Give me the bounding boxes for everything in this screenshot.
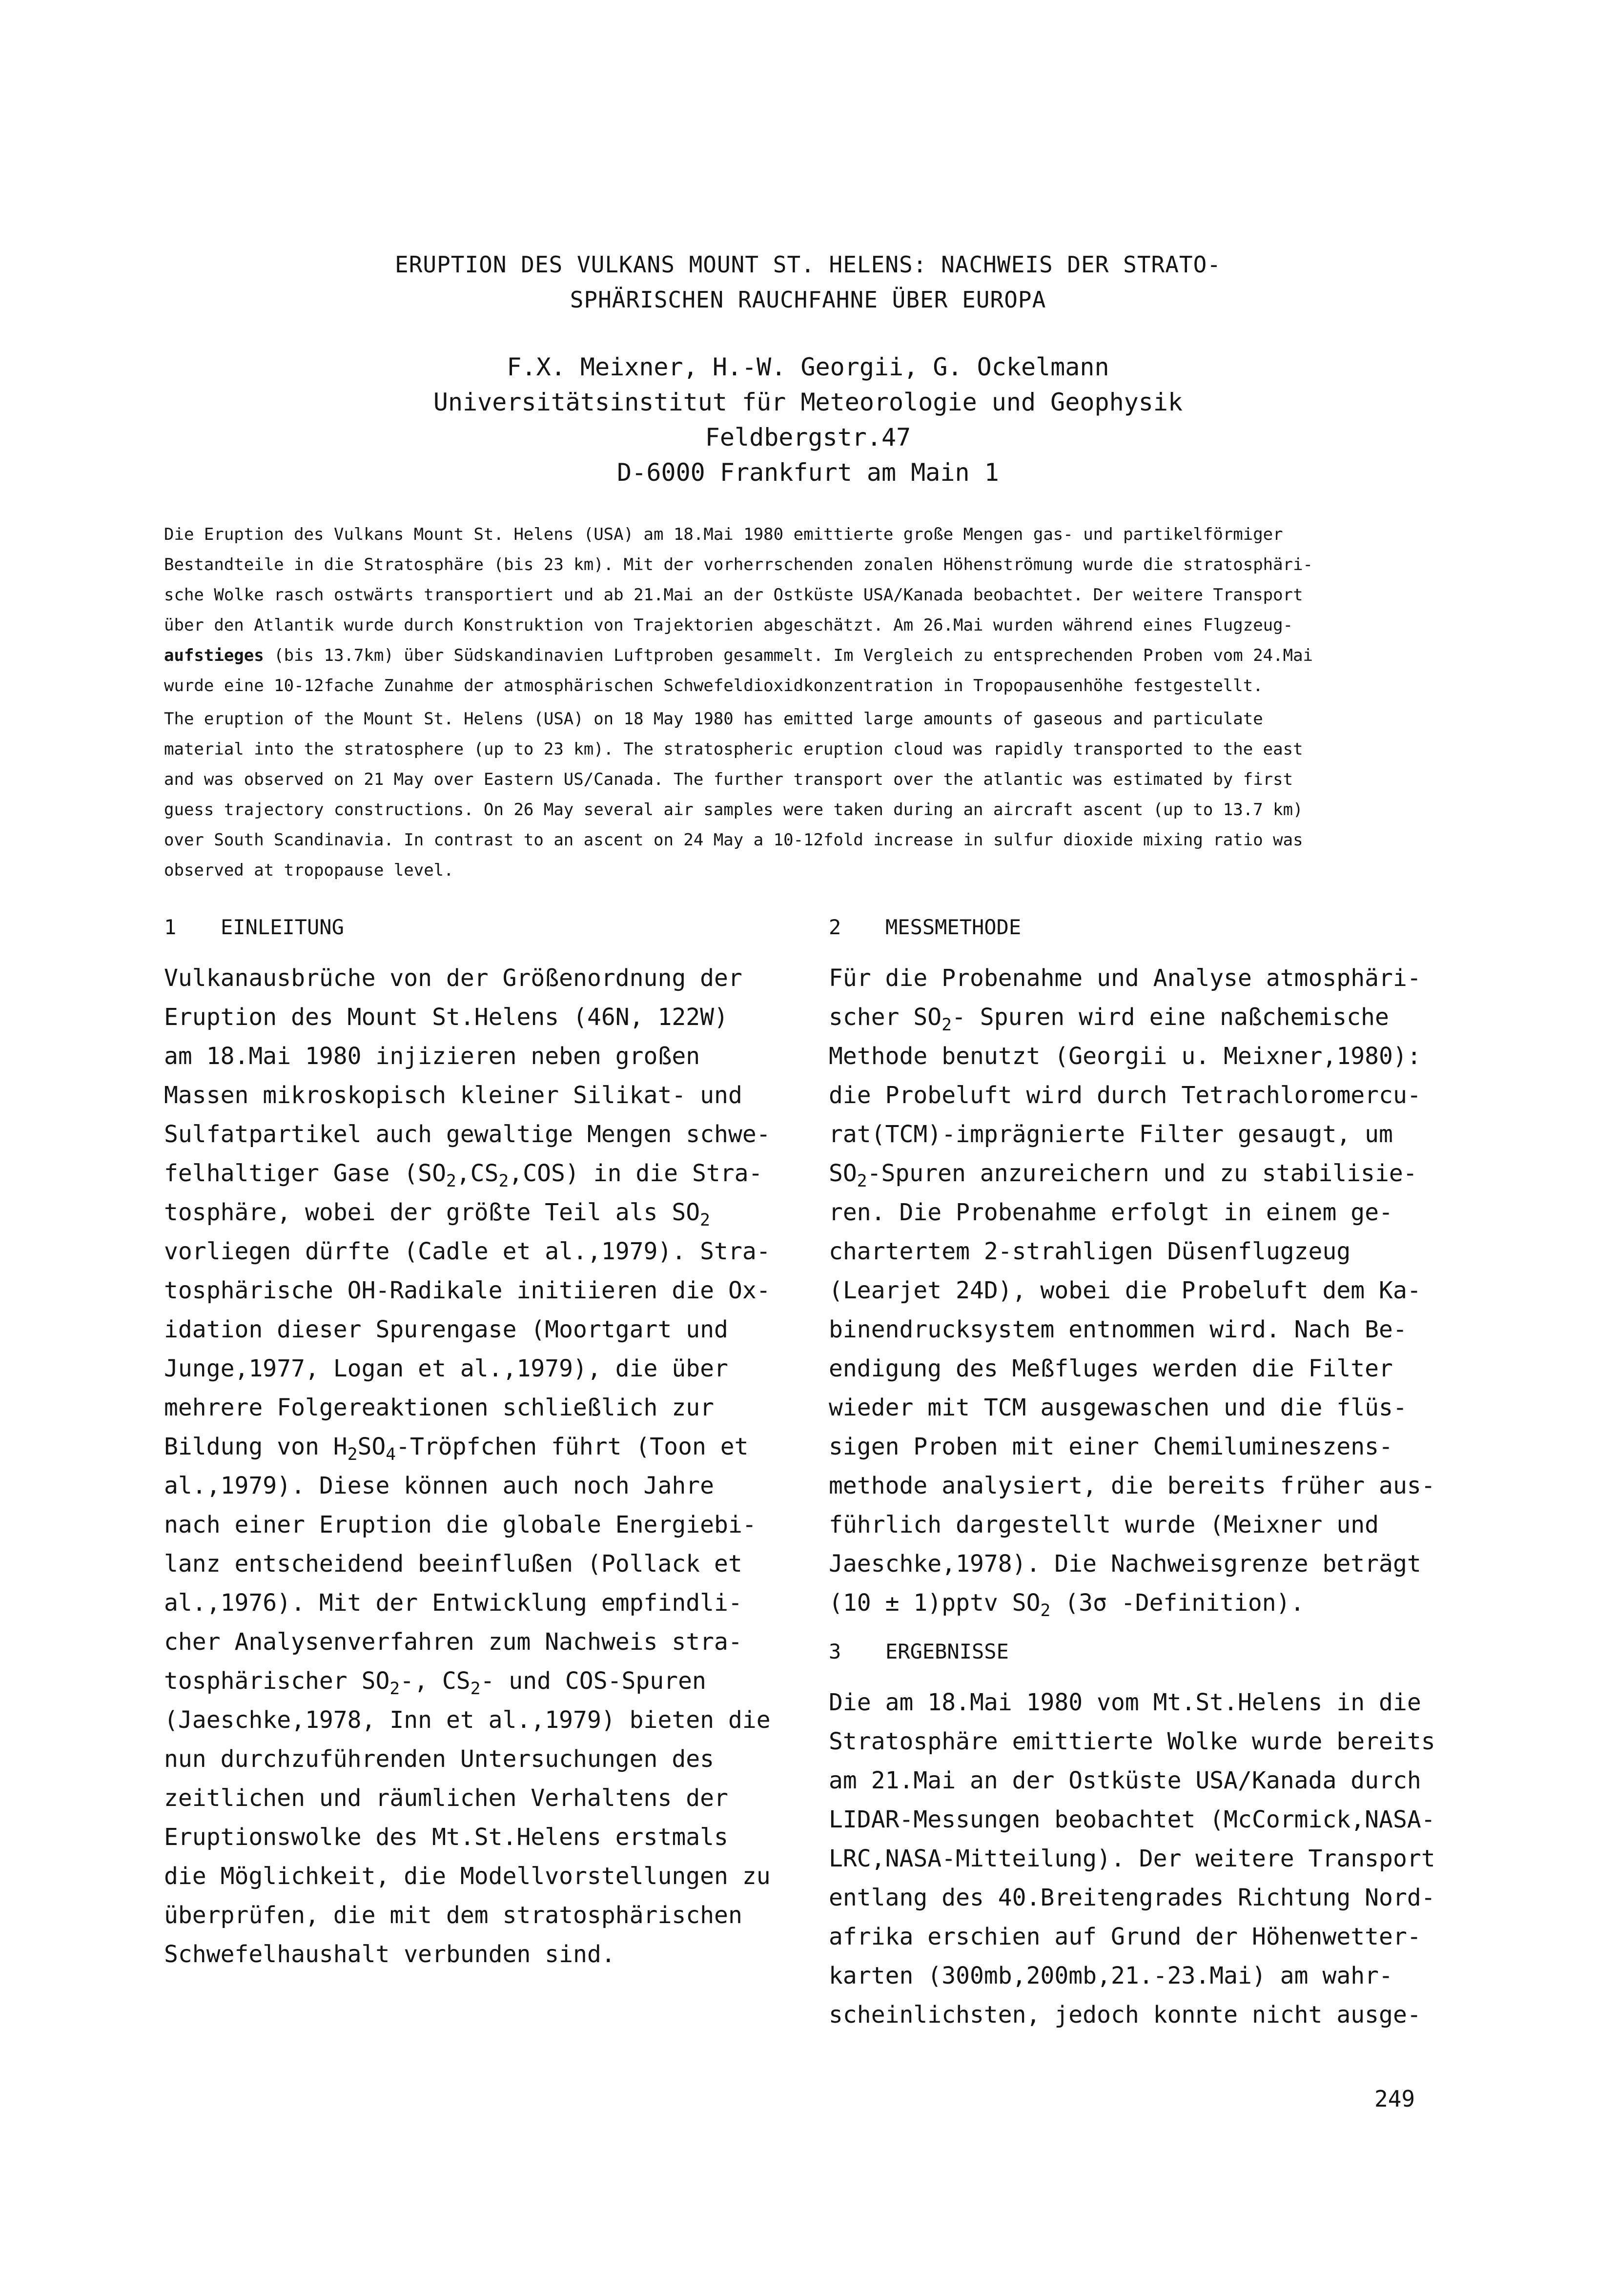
body-line [829, 1154, 1478, 1193]
subscript: 2 [941, 1015, 952, 1035]
body-line: methode analysiert, die bereits früher aus- [829, 1472, 1435, 1499]
abstract-line: über den Atlantik wurde durch Konstruktion von Trajektorien abgeschätzt. Am 26.Mai wurden während eines Flugzeug- [164, 615, 1293, 635]
body-line: nach einer Eruption die globale Energiebi- [164, 1511, 757, 1538]
subscript: 2 [347, 1445, 358, 1465]
text: -Tröpfchen führt (Toon et [396, 1433, 749, 1460]
body-line: Stratosphäre emittierte Wolke wurde bereits [829, 1728, 1435, 1755]
body-line: wieder mit TCM ausgewaschen und die flüs- [829, 1394, 1407, 1421]
subscript: 4 [386, 1445, 396, 1465]
body-line: scheinlichsten, jedoch konnte nicht ausge- [829, 2001, 1421, 2029]
text: (10 ± 1)pptv SO [829, 1589, 1041, 1617]
text: felhaltiger Gase (SO [164, 1160, 446, 1187]
body-line: die Möglichkeit, die Modellvorstellungen zu [164, 1863, 771, 1890]
section-heading-ergebnisse [829, 1634, 1478, 1669]
body-line [164, 1661, 813, 1701]
body-line: mehrere Folgereaktionen schließlich zur [164, 1394, 715, 1421]
body-line [164, 1193, 813, 1232]
body-line: Eruptionswolke des Mt.St.Helens erstmals [164, 1824, 728, 1851]
text: SO [829, 1160, 857, 1187]
body-line: karten (300mb,200mb,21.-23.Mai) am wahr- [829, 1962, 1393, 1989]
body-line: LIDAR-Messungen beobachtet (McCormick,NASA- [829, 1806, 1435, 1833]
body-line: Junge,1977, Logan et al.,1979), die über [164, 1355, 728, 1382]
abstract-english [164, 704, 1452, 885]
body-line: lanz entscheidend beeinflußen (Pollack et [164, 1550, 742, 1578]
section-title: EINLEITUNG [221, 915, 344, 939]
right-column [829, 910, 1478, 2034]
author-names: F.X. Meixner, H.-W. Georgii, G. Ockelmann [507, 353, 1109, 381]
body-line [829, 998, 1478, 1037]
body-line: Sulfatpartikel auch gewaltige Mengen schwe- [164, 1121, 771, 1148]
section-number: 1 [164, 915, 177, 939]
abstract-line: over South Scandinavia. In contrast to an ascent on 24 May a 10-12fold increase in sulfur dioxide mixing ratio was [164, 830, 1303, 850]
body-line: am 18.Mai 1980 injizieren neben großen [164, 1043, 700, 1070]
section-title: MESSMETHODE [885, 915, 1022, 939]
body-line: al.,1979). Diese können auch noch Jahre [164, 1472, 715, 1499]
text: - Spuren wird eine naßchemische [952, 1004, 1389, 1031]
text: (3σ -Definition). [1050, 1589, 1305, 1617]
text: - und COS-Spuren [480, 1667, 706, 1695]
subscript: 2 [446, 1171, 456, 1191]
section-title: ERGEBNISSE [885, 1640, 1009, 1663]
abstract-line: The eruption of the Mount St. Helens (USA) on 18 May 1980 has emitted large amounts of gaseous and particulate [164, 709, 1263, 729]
body-line [829, 1583, 1478, 1622]
abstract-line [164, 640, 1452, 671]
subscript: 2 [470, 1679, 481, 1699]
abstract-line: guess trajectory constructions. On 26 May several air samples were taken during an aircraft ascent (up to 13.7 km) [164, 800, 1303, 820]
section-gap [829, 1622, 1478, 1634]
body-line: Eruption des Mount St.Helens (46N, 122W) [164, 1004, 728, 1031]
subscript: 2 [389, 1679, 400, 1699]
section-heading-einleitung [164, 910, 813, 945]
section-heading-messmethode [829, 910, 1478, 945]
body-line: nun durchzuführenden Untersuchungen des [164, 1745, 715, 1773]
body-line: endigung des Meßfluges werden die Filter [829, 1355, 1393, 1382]
body-line: am 21.Mai an der Ostküste USA/Kanada durch [829, 1767, 1421, 1794]
abstract-line: observed at tropopause level. [164, 861, 454, 880]
body-line: rat(TCM)-imprägnierte Filter gesaugt, um [829, 1121, 1393, 1148]
body-line: Schwefelhaushalt verbunden sind. [164, 1941, 615, 1968]
author-street: Feldbergstr.47 [705, 423, 911, 451]
text: tosphäre, wobei der größte Teil als SO [164, 1199, 700, 1226]
abstract-line: Die Eruption des Vulkans Mount St. Helens (USA) am 18.Mai 1980 emittierte große Mengen gas- und partikelförmiger [164, 525, 1283, 544]
abstract-line: Bestandteile in die Stratosphäre (bis 23 km). Mit der vorherrschenden zonalen Höhenströmung wurde die stratosphäri- [164, 555, 1313, 574]
body-line: Jaeschke,1978). Die Nachweisgrenze beträgt [829, 1550, 1421, 1578]
body-line: tosphärische OH-Radikale initiieren die Ox- [164, 1277, 771, 1304]
body-line [164, 1427, 813, 1466]
text: SO [357, 1433, 386, 1460]
body-line: (Jaeschke,1978, Inn et al.,1979) bieten die [164, 1706, 771, 1734]
body-line: Massen mikroskopisch kleiner Silikat- und [164, 1082, 742, 1109]
abstract-line: wurde eine 10-12fache Zunahme der atmosphärischen Schwefeldioxidkonzentration in Tropopausenhöhe festgestellt. [164, 676, 1263, 696]
abstract-text: (bis 13.7km) über Südskandinavien Luftproben gesammelt. Im Vergleich zu entsprechenden Proben vom 24.Mai [264, 646, 1313, 665]
title-line: SPHÄRISCHEN RAUCHFAHNE ÜBER EUROPA [570, 287, 1046, 313]
body-line: die Probeluft wird durch Tetrachloromercu- [829, 1082, 1421, 1109]
body-line: zeitlichen und räumlichen Verhaltens der [164, 1784, 728, 1812]
text: Bildung von H [164, 1433, 348, 1460]
body-line: Die am 18.Mai 1980 vom Mt.St.Helens in die [829, 1689, 1421, 1716]
body-line: überprüfen, die mit dem stratosphärischen [164, 1902, 742, 1929]
title-line: ERUPTION DES VULKANS MOUNT ST. HELENS: NACHWEIS DER STRATO- [395, 251, 1221, 278]
body-line: al.,1976). Mit der Entwicklung empfindli- [164, 1589, 742, 1617]
body-line: entlang des 40.Breitengrades Richtung Nord- [829, 1884, 1435, 1911]
subscript: 2 [1040, 1601, 1051, 1621]
body-line: Vulkanausbrüche von der Größenordnung der [164, 964, 742, 992]
subscript: 2 [700, 1210, 710, 1230]
abstract-bold-word: aufstieges [164, 646, 264, 665]
body-line: cher Analysenverfahren zum Nachweis stra- [164, 1628, 742, 1656]
body-line: sigen Proben mit einer Chemilumineszens- [829, 1433, 1393, 1460]
section-number: 2 [829, 915, 841, 939]
section-number: 3 [829, 1640, 841, 1663]
body-line: idation dieser Spurengase (Moortgart und [164, 1316, 728, 1343]
abstract-line: sche Wolke rasch ostwärts transportiert und ab 21.Mai an der Ostküste USA/Kanada beobachtet. Der weitere Transport [164, 585, 1303, 605]
text: ,CS [456, 1160, 499, 1187]
body-line: (Learjet 24D), wobei die Probeluft dem Ka- [829, 1277, 1421, 1304]
text: ,COS) in die Stra- [509, 1160, 763, 1187]
paper-title [0, 247, 1616, 317]
left-column [164, 910, 813, 1974]
subscript: 2 [498, 1171, 509, 1191]
text: -, CS [400, 1667, 470, 1695]
abstract-line: and was observed on 21 May over Eastern US/Canada. The further transport over the atlantic was estimated by first [164, 770, 1293, 789]
body-line: Methode benutzt (Georgii u. Meixner,1980): [829, 1043, 1421, 1070]
abstract-line: material into the stratosphere (up to 23 km). The stratospheric eruption cloud was rapidly transported to the east [164, 739, 1303, 759]
body-line: binendrucksystem entnommen wird. Nach Be- [829, 1316, 1407, 1343]
body-line: afrika erschien auf Grund der Höhenwetter- [829, 1923, 1421, 1950]
body-line: ren. Die Probenahme erfolgt in einem ge- [829, 1199, 1393, 1226]
author-block [0, 349, 1616, 490]
body-line: LRC,NASA-Mitteilung). Der weitere Transport [829, 1845, 1435, 1872]
page-number: 249 [1374, 2086, 1415, 2112]
body-line: führlich dargestellt wurde (Meixner und [829, 1511, 1379, 1538]
text: -Spuren anzureichern und zu stabilisie- [867, 1160, 1417, 1187]
body-line [164, 1154, 813, 1193]
text: scher SO [829, 1004, 942, 1031]
subscript: 2 [857, 1171, 867, 1191]
body-line: vorliegen dürfte (Cadle et al.,1979). Stra- [164, 1238, 771, 1265]
body-line: chartertem 2-strahligen Düsenflugzeug [829, 1238, 1351, 1265]
abstract-german [164, 519, 1452, 701]
body-line: Für die Probenahme und Analyse atmosphäri- [829, 964, 1421, 992]
author-city: D-6000 Frankfurt am Main 1 [617, 458, 999, 487]
text: tosphärischer SO [164, 1667, 390, 1695]
author-institute: Universitätsinstitut für Meteorologie und Geophysik [433, 388, 1183, 416]
